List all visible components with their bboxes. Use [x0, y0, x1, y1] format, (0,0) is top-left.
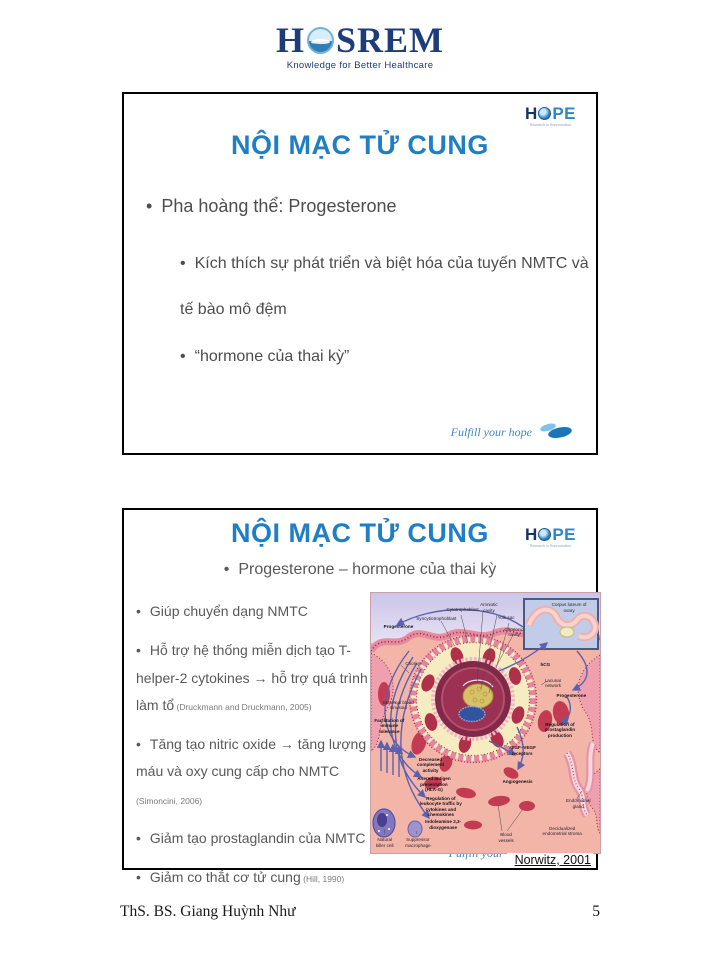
bullet-icon: •	[223, 561, 230, 578]
implantation-diagram-image	[370, 592, 601, 854]
hope-logo	[525, 105, 576, 127]
bullet-icon: •	[136, 642, 141, 659]
slide2-bullet-list	[136, 598, 372, 904]
hope-letter-h: H	[525, 525, 538, 544]
bullet-icon: •	[180, 348, 186, 366]
bullet-citation: (Hill, 1990)	[300, 874, 345, 885]
diagram-label: Indoleamine 2,3-dioxygenase	[425, 819, 462, 830]
hosrem-letters-srem: SREM	[336, 20, 445, 60]
diagram-label: Decreased complement activity	[417, 756, 445, 773]
hope-swoosh-icon	[538, 422, 574, 440]
diagram-label: Decidualized endometrial stroma	[542, 825, 582, 837]
bullet-icon: •	[136, 869, 141, 886]
diagram-label: Chorionic cavity	[504, 626, 524, 638]
diagram-label: Natural killer cell	[375, 837, 394, 848]
slide1-slogan	[451, 422, 574, 440]
bullet-icon: •	[136, 603, 141, 619]
diagram-label: Regulation of leukocyte traffic by cytokines and chemokines	[419, 795, 462, 818]
image-citation: Norwitz, 2001	[507, 853, 593, 868]
hope-globe-icon	[538, 528, 551, 541]
slide2-bullet: • Giúp chuyển dạng NMTC	[136, 603, 308, 619]
bullet-citation: (Simoncini, 2006)	[136, 795, 203, 806]
diagram-label: Maternal blood sinusoid	[383, 699, 414, 711]
hope-letters-pe: PE	[552, 104, 576, 123]
diagram-label: Altered antigen presentation (HLA-G)	[417, 776, 451, 793]
hosrem-letter-h: H	[275, 20, 305, 60]
footer-author: ThS. BS. Giang Huỳnh Như	[120, 903, 296, 920]
slide1-bullet-level1	[146, 196, 592, 217]
slide1-title: NỘI MẠC TỬ CUNG	[231, 130, 489, 160]
bullet-citation: (Druckmann and Druckmann, 2005)	[174, 701, 312, 712]
slide1-content	[146, 196, 592, 382]
diagram-label: Suppressor macrophage	[405, 837, 431, 848]
hosrem-tagline: Knowledge for Better Healthcare	[286, 60, 434, 71]
diagram-label: Regulation of prostaglandin production	[544, 721, 576, 738]
hope-globe-icon	[538, 107, 551, 120]
slide2-subtitle-text: Progesterone – hormone của thai kỳ	[238, 561, 497, 578]
slide-2	[122, 508, 598, 886]
slide1-sub-bullet: • Kích thích sự phát triển và biệt hóa của tuyến NMTC và tế bào mô đệm	[180, 255, 589, 318]
diagram-label: Corpus luteum of ovary	[551, 602, 587, 613]
diagram-label: hCG	[540, 661, 551, 667]
diagram-label: Cytotrophoblast	[446, 607, 479, 613]
bullet-icon: •	[146, 196, 153, 216]
diagram-label: Lacunar network	[544, 677, 562, 688]
slide2-bullet: • Giảm tạo prostaglandin của NMTC	[136, 830, 366, 847]
diagram-label: Yolk sac	[497, 615, 515, 621]
slide2-bullet: • Tăng tạo nitric oxide → tăng lượng máu và oxy cung cấp cho NMTC (Simoncini, 2006)	[136, 736, 367, 806]
diagram-label: Progesterone	[556, 693, 587, 699]
slide2-bullet: • Giảm co thắt cơ tử cung (Hill, 1990)	[136, 869, 345, 886]
page-footer	[120, 903, 600, 921]
hosrem-wordmark	[0, 22, 720, 58]
bullet-icon: •	[136, 736, 141, 753]
slogan-text: Fulfill your hope	[450, 425, 532, 439]
hope-letters-pe: PE	[552, 525, 576, 544]
hope-subtext: Research in Reproduction	[529, 123, 572, 127]
page-number: 5	[592, 903, 600, 920]
slide2-bullet: • Hỗ trợ hệ thống miễn dịch tạo T-helper-2 cytokines → hỗ trợ quá trình làm tổ (Druckmann and Druckmann, 2005)	[136, 642, 368, 713]
diagram-label: VEGF–VEGF receptors	[508, 745, 536, 756]
hope-logo	[525, 526, 576, 548]
slide1-bullet-text: Pha hoàng thể: Progesterone	[161, 196, 397, 216]
bullet-icon: •	[136, 830, 141, 847]
slide2-subtitle	[124, 561, 596, 579]
diagram-label: Blood vessels	[498, 832, 514, 843]
diagram-label: Chorion	[405, 660, 422, 666]
hosrem-logo	[0, 22, 720, 71]
diagram-label: Progesterone	[383, 624, 414, 630]
diagram-label: Angiogenesis	[502, 778, 533, 784]
hope-letter-h: H	[525, 104, 538, 123]
slide1-sub-bullet-list	[180, 241, 592, 380]
diagram-label: Endometrial gland	[565, 798, 591, 809]
diagram-label: Amniotic cavity	[480, 602, 498, 613]
diagram-label: Facilitation of immune tolerance	[374, 717, 405, 734]
hope-subtext: Research in Reproduction	[529, 544, 572, 548]
slide2-title: NỘI MẠC TỬ CUNG	[231, 518, 489, 548]
hosrem-globe-icon	[307, 27, 334, 54]
diagram-label: Syncytiotrophoblast	[416, 616, 457, 622]
slide1-sub-bullet: • “hormone của thai kỳ”	[180, 348, 350, 366]
diagram-label-layer	[371, 593, 600, 853]
slide-1	[122, 92, 598, 455]
bullet-icon: •	[180, 255, 186, 272]
